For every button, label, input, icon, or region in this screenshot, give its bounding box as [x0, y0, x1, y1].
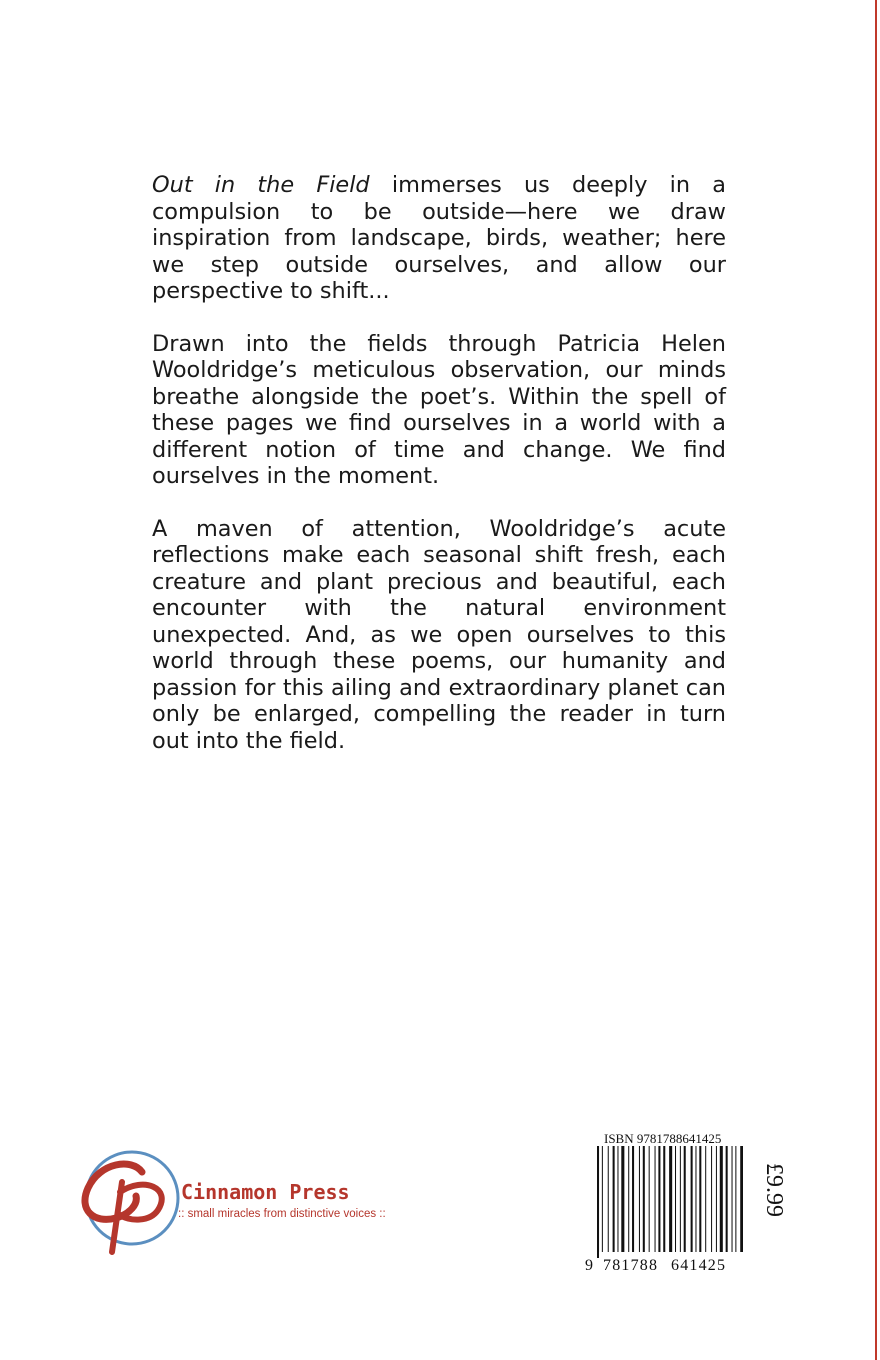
barcode-bar	[621, 1146, 624, 1258]
barcode-bar	[663, 1146, 665, 1258]
barcode-bar	[716, 1146, 717, 1258]
isbn-label: ISBN 9781788641425	[604, 1131, 722, 1146]
barcode-bar	[705, 1146, 706, 1258]
barcode-bar	[608, 1146, 609, 1258]
publisher-tagline: :: small miracles from distinctive voices ::	[178, 1208, 386, 1220]
barcode-bar	[680, 1146, 681, 1258]
barcode-bar	[643, 1146, 645, 1258]
price-label: £9.99	[761, 1163, 787, 1217]
barcode-bar	[740, 1146, 743, 1258]
blurb-paragraph-1	[152, 172, 726, 305]
barcode-bar	[684, 1146, 686, 1258]
book-title: Out in the Field	[152, 172, 370, 198]
barcode-bar	[655, 1146, 656, 1258]
blurb-paragraph-1-text: immerses us deeply in a compulsion to be outside—here we draw inspiration from landscape, birds, weather; here we step outside ourselves, and allow our perspective to shift...	[152, 172, 726, 304]
barcode-left-digits: 781788	[603, 1257, 659, 1274]
barcode-bars	[597, 1146, 743, 1258]
blurb-paragraph-3: A maven of attention, Wooldridge’s acute reflections make each seasonal shift fresh, each creature and plant precious and beautiful, each encounter with the natural environment unexpected. And, as we open ourselves to this world through these poems, our humanity and passion for this ailing and extraordinary planet can only be enlarged, compelling the reader in turn out into the field.	[152, 515, 726, 754]
barcode-bar	[613, 1146, 615, 1258]
isbn-barcode	[583, 1146, 743, 1274]
barcode-bar	[732, 1146, 733, 1258]
barcode-bar	[617, 1146, 618, 1258]
barcode-bar	[720, 1146, 723, 1258]
barcode-bar	[669, 1146, 672, 1258]
barcode-bar	[632, 1146, 634, 1258]
barcode-bar	[639, 1146, 640, 1258]
barcode-bar	[628, 1146, 629, 1258]
barcode-bar	[658, 1146, 660, 1258]
barcode-bar	[735, 1146, 736, 1258]
cp-monogram-logo-icon	[72, 1140, 192, 1260]
barcode-bar	[602, 1146, 603, 1258]
barcode-right-digits: 641425	[671, 1257, 727, 1274]
publisher-name: Cinnamon Press	[181, 1180, 350, 1204]
barcode-bar	[675, 1146, 676, 1258]
blurb-paragraph-2: Drawn into the fields through Patricia Helen Wooldridge’s meticulous observation, our minds breathe alongside the poet’s. Within the spell of these pages we find ourselves in a world with a different notion of time and change. We find ourselves in the moment.	[152, 330, 726, 489]
barcode-bar	[726, 1146, 728, 1258]
barcode-first-digit: 9	[585, 1257, 593, 1274]
barcode-bar	[699, 1146, 701, 1258]
barcode-bar	[691, 1146, 693, 1258]
back-cover-blurb	[152, 172, 726, 780]
barcode-bar	[695, 1146, 696, 1258]
barcode-bar	[649, 1146, 650, 1258]
cover-edge-line	[875, 0, 877, 1360]
barcode-bar	[711, 1146, 712, 1258]
barcode-bar	[597, 1146, 599, 1258]
